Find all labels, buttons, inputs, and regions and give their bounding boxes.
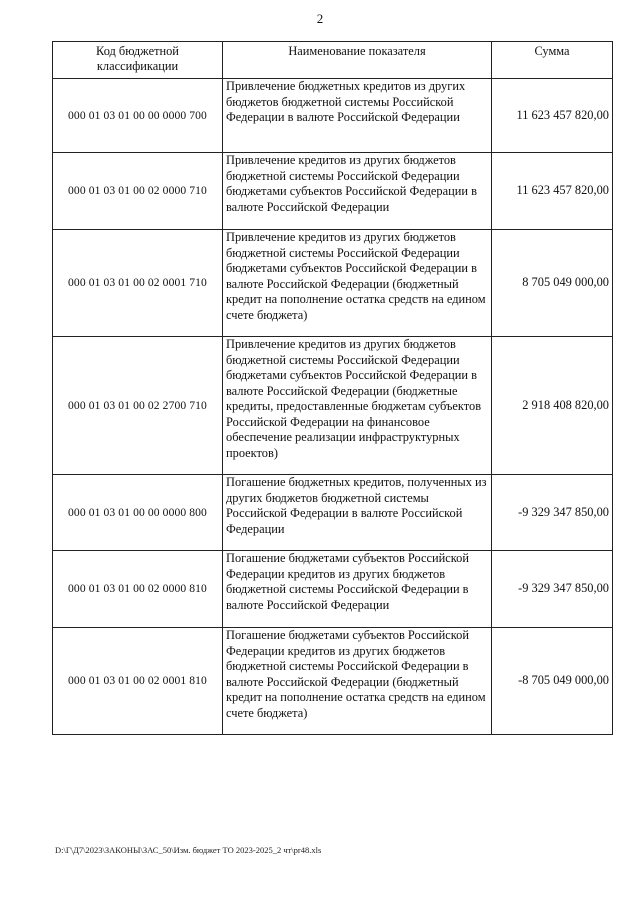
row-code: 000 01 03 01 00 00 0000 800	[53, 475, 223, 551]
row-code: 000 01 03 01 00 02 0001 710	[53, 230, 223, 337]
page-number: 2	[316, 11, 324, 26]
row-amount: 2 918 408 820,00	[492, 337, 613, 475]
table-row	[53, 79, 613, 153]
row-code: 000 01 03 01 00 02 2700 710	[53, 337, 223, 475]
row-amount: 11 623 457 820,00	[492, 153, 613, 230]
header-amount: Сумма	[492, 42, 613, 79]
row-amount: -9 329 347 850,00	[492, 551, 613, 628]
table-row	[53, 230, 613, 337]
row-name: Погашение бюджетами субъектов Российской Федерации кредитов из других бюджетов бюджетной системы Российской Федерации в валюте Российской Федерации	[223, 551, 492, 628]
row-name: Привлечение бюджетных кредитов из других бюджетов бюджетной системы Российской Федерации в валюте Российской Федерации	[223, 79, 492, 153]
table-row	[53, 337, 613, 475]
table-header-row	[53, 42, 613, 79]
row-name: Привлечение кредитов из других бюджетов бюджетной системы Российской Федерации бюджетами субъектов Российской Федерации в валюте Российской Федерации	[223, 153, 492, 230]
header-name: Наименование показателя	[223, 42, 492, 79]
row-code: 000 01 03 01 00 02 0001 810	[53, 628, 223, 735]
table-row	[53, 475, 613, 551]
row-amount: -8 705 049 000,00	[492, 628, 613, 735]
row-code: 000 01 03 01 00 02 0000 810	[53, 551, 223, 628]
footer-file-path: D:\Г\Д7\2023\ЗАКОНЫ\ЗАС_50\Изм. бюджет ТО 2023-2025_2 чт\pr48.xls	[55, 845, 322, 855]
row-amount: -9 329 347 850,00	[492, 475, 613, 551]
table-row	[53, 153, 613, 230]
row-amount: 8 705 049 000,00	[492, 230, 613, 337]
header-code: Код бюджетной классификации	[53, 42, 223, 79]
row-amount: 11 623 457 820,00	[492, 79, 613, 153]
row-code: 000 01 03 01 00 02 0000 710	[53, 153, 223, 230]
row-name: Привлечение кредитов из других бюджетов бюджетной системы Российской Федерации бюджетами субъектов Российской Федерации в валюте Российской Федерации (бюджетный кредит на пополнение остатка средств на едином счете бюджета)	[223, 230, 492, 337]
budget-sources-table	[52, 41, 613, 735]
row-name: Погашение бюджетных кредитов, полученных из других бюджетов бюджетной системы Российской Федерации в валюте Российской Федерации	[223, 475, 492, 551]
row-code: 000 01 03 01 00 00 0000 700	[53, 79, 223, 153]
table-row	[53, 551, 613, 628]
row-name: Привлечение кредитов из других бюджетов бюджетной системы Российской Федерации бюджетами субъектов Российской Федерации в валюте Российской Федерации (бюджетные кредиты, предоставленные бюджетам субъектов Российской Федерации на финансовое обеспечение реализации инфраструктурных проектов)	[223, 337, 492, 475]
row-name: Погашение бюджетами субъектов Российской Федерации кредитов из других бюджетов бюджетной системы Российской Федерации в валюте Российской Федерации (бюджетный кредит на пополнение остатка средств на едином счете бюджета)	[223, 628, 492, 735]
table-row	[53, 628, 613, 735]
